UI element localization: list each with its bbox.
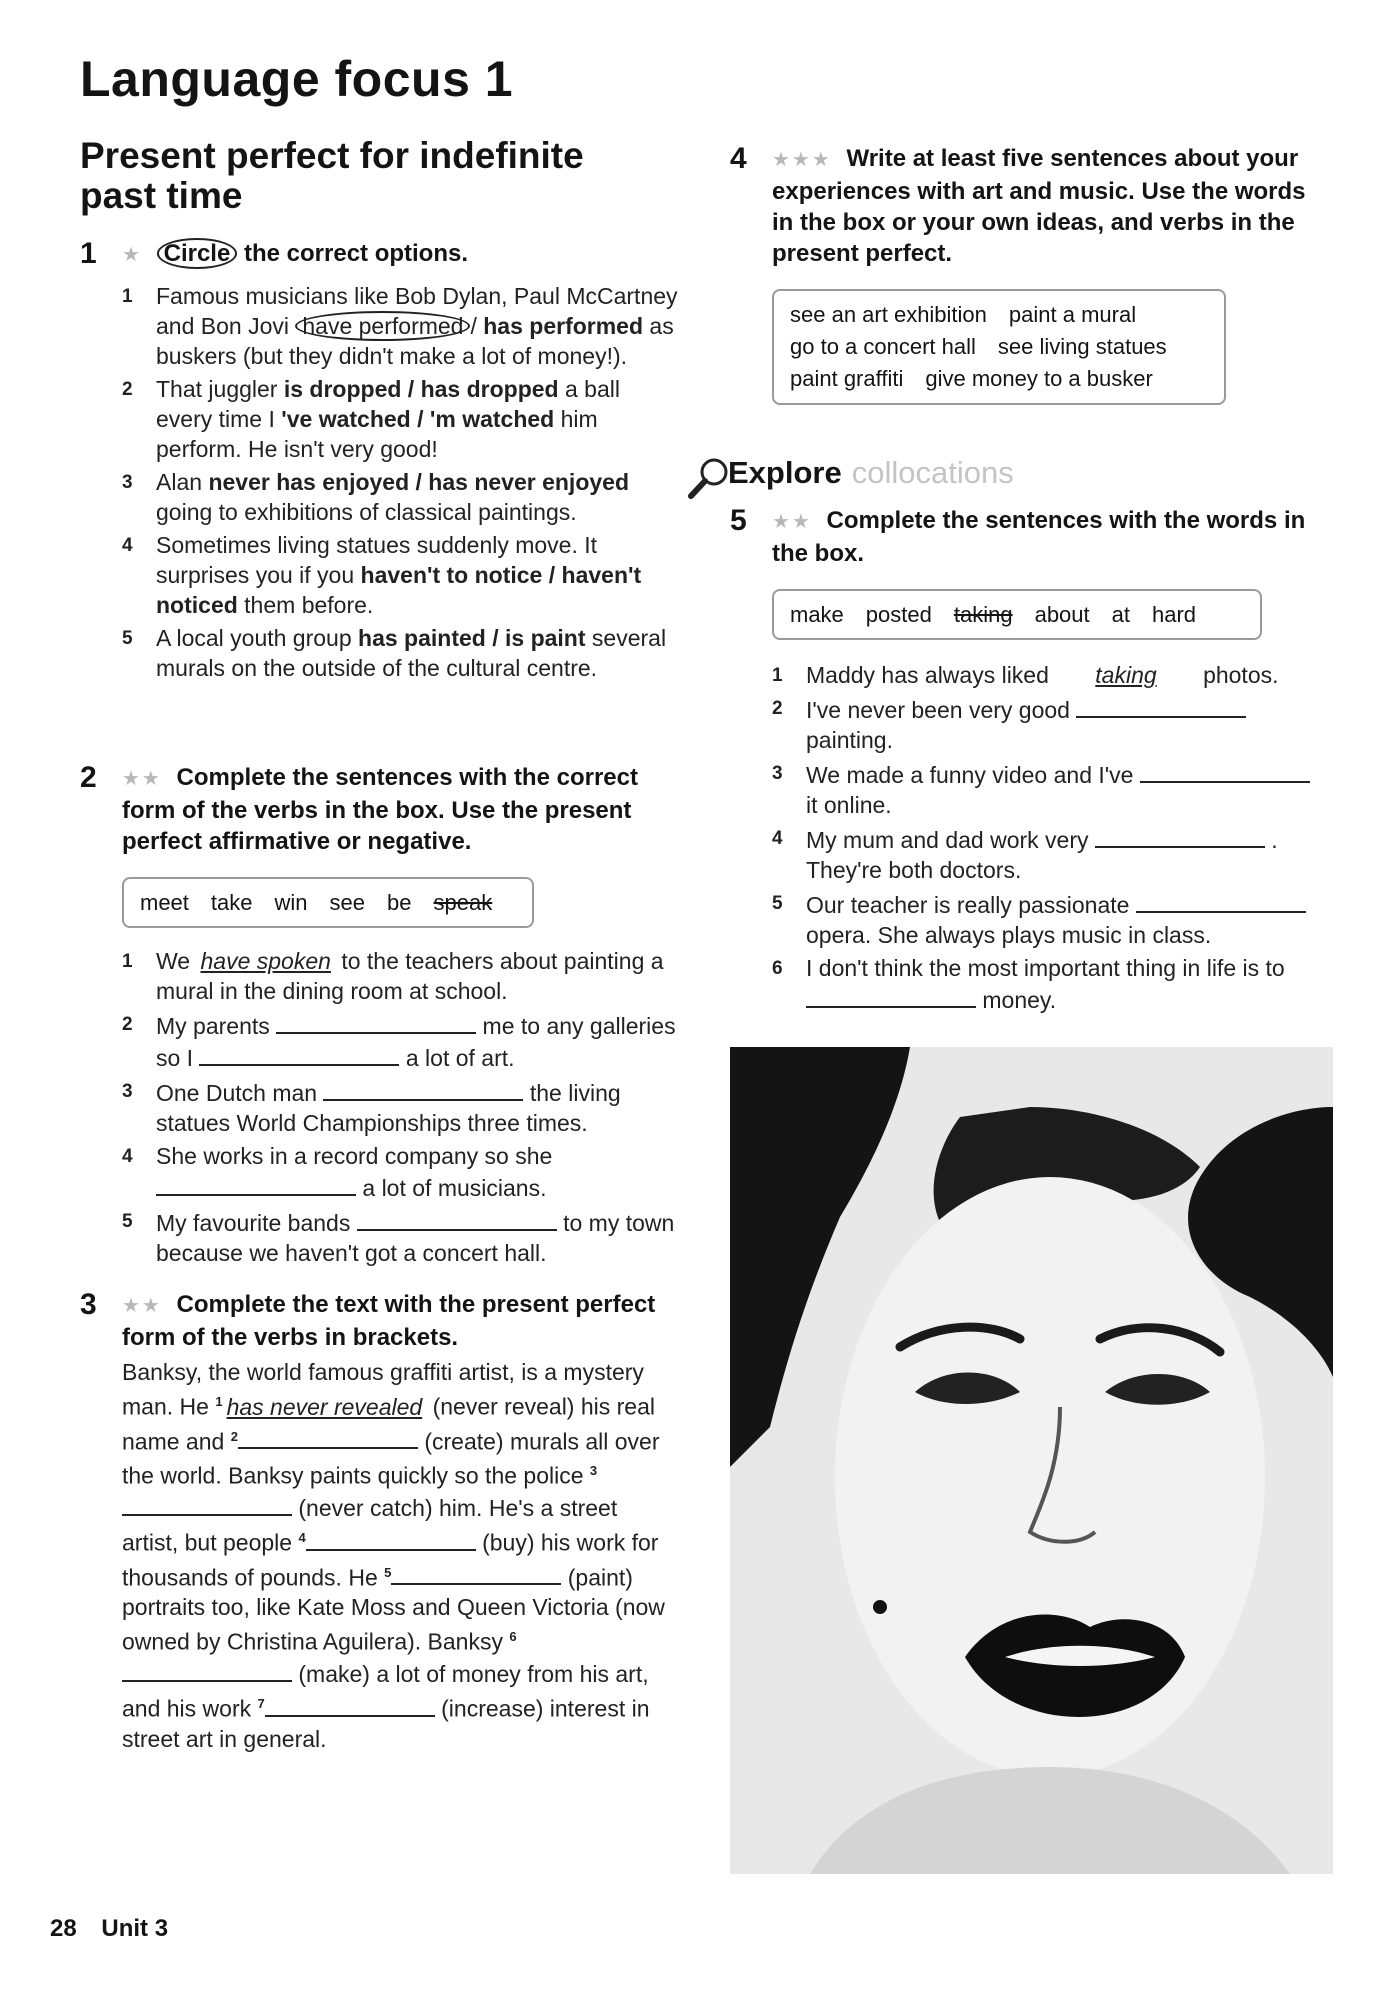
answer-blank[interactable] — [265, 1692, 435, 1717]
page-footer — [50, 1915, 168, 1943]
exercise-number: 5 — [730, 504, 747, 537]
instruction: Complete the text with the present perfect form of the verbs in brackets. — [122, 1291, 656, 1351]
exercise-1-heading — [80, 237, 682, 271]
instruction: the correct options. — [243, 240, 469, 267]
list-item: 3 We made a funny video and I've it online. — [772, 758, 1322, 820]
gap-fill-text: Banksy, the world famous graffiti artist, is a mystery man. He $^1$ has never revealed (never reveal) his real name and $^2$ (create) murals all over the world. Banksy paints quickly so the police $^3$ (never catch) him. He's a street artist, but people $^4$ (buy) his work for thousands of pounds. He $^5$ (paint) portraits too, like Kate Moss and Queen Victoria (now owned by Christina Aguilera). Banksy $^6$ (make) a lot of money from his art, and his work $^7$ (increase) interest in street art in general. — [122, 1359, 665, 1752]
list-item: 6 I don't think the most important thing in life is to money. — [772, 955, 1285, 1013]
answer-blank[interactable] — [1136, 888, 1306, 913]
exercise-number: 4 — [730, 142, 747, 175]
circled-option: have performed — [295, 311, 470, 341]
answer-blank[interactable] — [122, 1491, 292, 1516]
portrait-photo — [730, 1047, 1333, 1874]
exercise-number: 2 — [80, 761, 97, 794]
option: has painted / is paint — [358, 625, 586, 651]
list-item: 3 Alan never has enjoyed / has never enjoyed going to exhibitions of classical paintings. — [122, 469, 630, 525]
list-item: 1 Maddy has always liked taking photos. — [772, 662, 1279, 688]
exercise-3-heading — [80, 1288, 677, 1353]
list-item: 2 My parents me to any galleries so I a lot of art. — [122, 1009, 682, 1073]
page-number: 28 — [50, 1915, 77, 1942]
exercise-1-list — [122, 281, 682, 683]
answer-blank[interactable] — [1095, 823, 1265, 848]
word-box: make posted taking about at hard — [772, 589, 1262, 640]
example-answer: has never revealed — [226, 1393, 423, 1420]
word-box: see an art exhibition paint a mural go to a concert hall see living statues paint graffiti give money to a busker — [772, 289, 1226, 405]
answer-blank[interactable] — [156, 1171, 356, 1196]
page-title: Language focus 1 — [80, 51, 514, 107]
exercise-5-list — [772, 660, 1322, 1015]
answer-blank[interactable] — [357, 1206, 557, 1231]
option: haven't to notice / haven't noticed — [156, 562, 642, 618]
difficulty-stars-icon: ★★ — [122, 1295, 162, 1317]
exercise-4 — [730, 142, 1322, 405]
exercise-2 — [80, 761, 682, 1271]
list-item: 5 A local youth group has painted / is paint several murals on the outside of the cultural centre. — [122, 625, 667, 681]
list-item: 1 Famous musicians like Bob Dylan, Paul McCartney and Bon Jovi have performed / has performed as buskers (but they didn't make a lot of money!). — [122, 283, 678, 369]
exercise-4-heading — [730, 142, 1322, 269]
difficulty-stars-icon: ★ — [122, 244, 142, 266]
circle-word: Circle — [157, 238, 238, 269]
list-item: 2 That juggler is dropped / has dropped a ball every time I 've watched / 'm watched him perform. He isn't very good! — [122, 376, 620, 462]
example-answer: have spoken — [200, 948, 331, 974]
answer-blank[interactable] — [806, 983, 976, 1008]
answer-blank[interactable] — [238, 1424, 418, 1449]
exercise-number: 1 — [80, 237, 97, 270]
list-item: 2 I've never been very good painting. — [772, 693, 1322, 755]
answer-blank[interactable] — [122, 1657, 292, 1682]
unit-label: Unit 3 — [101, 1915, 169, 1942]
option: has performed — [483, 313, 644, 339]
option: 've watched / 'm watched — [281, 406, 555, 432]
answer-blank[interactable] — [323, 1076, 523, 1101]
exercise-1 — [80, 237, 682, 686]
instruction: Write at least five sentences about your experiences with art and music. Use the words in the box or your own ideas, and verbs in the present perfect. — [772, 145, 1306, 267]
struck-word: taking — [953, 602, 1013, 627]
list-item: 3 One Dutch man the living statues World Championships three times. — [122, 1076, 682, 1138]
explore-heading: Explore collocations — [728, 455, 1014, 490]
exercise-5 — [730, 504, 1322, 1018]
answer-blank[interactable] — [199, 1041, 399, 1066]
portrait-illustration-icon — [730, 1047, 1333, 1874]
example-answer: taking — [1095, 662, 1157, 688]
answer-blank[interactable] — [391, 1560, 561, 1585]
difficulty-stars-icon: ★★ — [122, 768, 162, 790]
option: is dropped / has dropped — [283, 376, 559, 402]
answer-blank[interactable] — [1076, 693, 1246, 718]
list-item: 4 She works in a record company so she a lot of musicians. — [122, 1143, 553, 1201]
difficulty-stars-icon: ★★ — [772, 511, 812, 533]
answer-blank[interactable] — [276, 1009, 476, 1034]
exercise-2-heading — [80, 761, 682, 857]
explore-icon — [688, 456, 728, 509]
list-item: 4 My mum and dad work very . They're both doctors. — [772, 823, 1322, 885]
section-title: Present perfect for indefinite past time — [80, 135, 584, 216]
instruction: Complete the sentences with the words in the box. — [772, 507, 1306, 567]
struck-word: speak — [433, 890, 493, 915]
magnifier-icon — [688, 456, 728, 504]
answer-blank[interactable] — [1140, 758, 1310, 783]
option: never has enjoyed / has never enjoyed — [208, 469, 630, 495]
list-item: 5 My favourite bands to my town because we haven't got a concert hall. — [122, 1206, 682, 1268]
instruction: Complete the sentences with the correct form of the verbs in the box. Use the present perfect affirmative or negative. — [122, 764, 638, 855]
word-box: meet take win see be speak — [122, 877, 534, 928]
exercise-3 — [80, 1288, 677, 1754]
list-item: 5 Our teacher is really passionate opera. She always plays music in class. — [772, 888, 1322, 950]
difficulty-stars-icon: ★★★ — [772, 149, 832, 171]
answer-blank[interactable] — [306, 1526, 476, 1551]
list-item: 4 Sometimes living statues suddenly move. It surprises you if you haven't to notice / haven't noticed them before. — [122, 532, 642, 618]
exercise-number: 3 — [80, 1288, 97, 1321]
exercise-2-list — [122, 946, 682, 1268]
exercise-5-heading — [730, 504, 1322, 569]
list-item: 1 We have spoken to the teachers about painting a mural in the dining room at school. — [122, 948, 664, 1004]
